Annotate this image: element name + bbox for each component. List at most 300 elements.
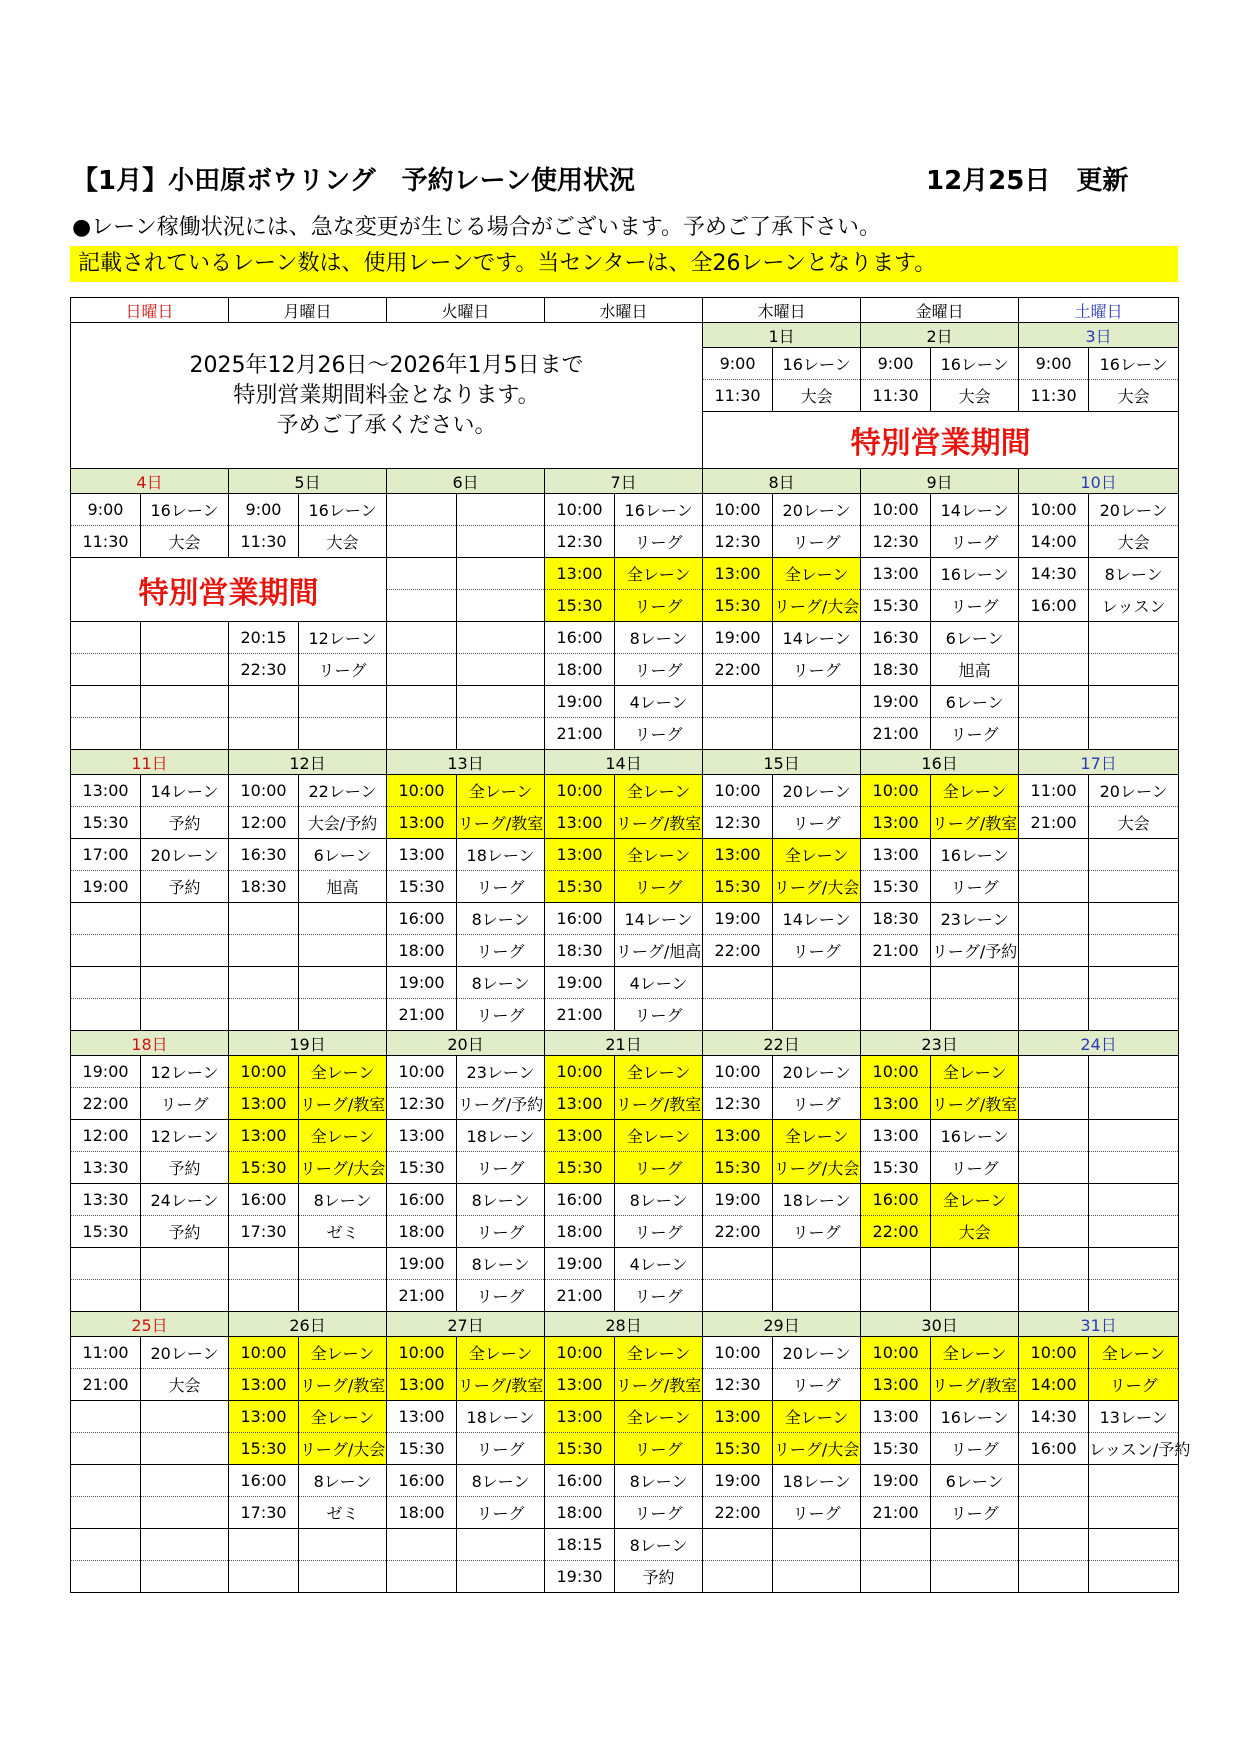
empty-detail-cell [1089, 871, 1179, 903]
usage-type: 予約 [141, 871, 229, 903]
lane-count: 全レーン [773, 839, 861, 871]
empty-time-cell [1019, 967, 1089, 999]
empty-detail-cell [1089, 903, 1179, 935]
start-time: 16:30 [861, 622, 931, 654]
usage-type: リーグ [615, 590, 703, 622]
usage-type: リーグ [457, 1280, 545, 1312]
empty-time-cell [1019, 903, 1089, 935]
usage-type: 大会 [1089, 526, 1179, 558]
reservation-calendar [70, 297, 1191, 1593]
start-time: 16:00 [861, 1184, 931, 1216]
lane-count: 全レーン [615, 1120, 703, 1152]
start-time: 10:00 [1019, 1337, 1089, 1369]
empty-detail-cell [773, 1561, 861, 1593]
empty-time-cell [1019, 1184, 1089, 1216]
lane-count: 14レーン [773, 903, 861, 935]
end-time: 12:30 [703, 807, 773, 839]
empty-detail-cell [1089, 1088, 1179, 1120]
empty-detail-cell [1089, 1152, 1179, 1184]
end-time: 22:00 [703, 1216, 773, 1248]
start-time: 16:00 [387, 903, 457, 935]
start-time: 13:00 [545, 1120, 615, 1152]
start-time: 19:00 [545, 967, 615, 999]
empty-detail-cell [1089, 999, 1179, 1031]
empty-time-cell [71, 622, 141, 654]
day-header: 12日 [229, 750, 387, 775]
end-time: 15:30 [545, 590, 615, 622]
page-title: 【1月】小田原ボウリング 予約レーン使用状況 [72, 166, 636, 196]
empty-time-cell [1019, 1465, 1089, 1497]
weekday-header: 金曜日 [861, 298, 1019, 323]
empty-detail-cell [931, 1280, 1019, 1312]
lane-count: 12レーン [141, 1056, 229, 1088]
start-time: 10:00 [703, 1056, 773, 1088]
usage-type: リーグ [457, 999, 545, 1031]
usage-type: リーグ [457, 1216, 545, 1248]
end-time: 13:00 [861, 807, 931, 839]
end-time: 14:00 [1019, 1369, 1089, 1401]
start-time: 10:00 [703, 494, 773, 526]
empty-detail-cell [141, 967, 229, 999]
empty-detail-cell [1089, 654, 1179, 686]
empty-detail-cell [931, 967, 1019, 999]
start-time: 19:00 [861, 1465, 931, 1497]
start-time: 16:00 [545, 903, 615, 935]
start-time: 11:00 [71, 1337, 141, 1369]
lane-count: 16レーン [931, 558, 1019, 590]
lane-count: 全レーン [773, 1401, 861, 1433]
usage-type: リーグ/教室 [931, 807, 1019, 839]
day-header: 29日 [703, 1312, 861, 1337]
empty-detail-cell [1089, 1216, 1179, 1248]
lane-count: 14レーン [615, 903, 703, 935]
usage-type: リーグ/教室 [931, 1088, 1019, 1120]
empty-detail-cell [773, 999, 861, 1031]
empty-detail-cell [457, 686, 545, 718]
start-time: 13:00 [229, 1401, 299, 1433]
end-time: 15:30 [71, 1216, 141, 1248]
start-time: 16:00 [545, 1184, 615, 1216]
start-time: 16:00 [545, 622, 615, 654]
lane-count: 8レーン [299, 1184, 387, 1216]
empty-time-cell [71, 1401, 141, 1433]
lane-count: 20レーン [773, 494, 861, 526]
usage-type: 大会 [1089, 807, 1179, 839]
day-header: 5日 [229, 469, 387, 494]
usage-type: リーグ/予約 [457, 1088, 545, 1120]
lane-count: 全レーン [931, 1056, 1019, 1088]
lane-count: 全レーン [615, 1337, 703, 1369]
empty-detail-cell [457, 526, 545, 558]
end-time: 11:30 [703, 380, 773, 412]
lane-count: 16レーン [1089, 348, 1179, 380]
empty-time-cell [387, 590, 457, 622]
lane-count: 8レーン [457, 1465, 545, 1497]
empty-time-cell [229, 935, 299, 967]
empty-detail-cell [141, 1497, 229, 1529]
day-header: 25日 [71, 1312, 229, 1337]
usage-type: 大会/予約 [299, 807, 387, 839]
lane-count: 16レーン [615, 494, 703, 526]
empty-detail-cell [141, 1248, 229, 1280]
empty-time-cell [1019, 1497, 1089, 1529]
empty-detail-cell [773, 1280, 861, 1312]
usage-type: リーグ [931, 590, 1019, 622]
end-time: 22:30 [229, 654, 299, 686]
usage-type: リーグ/大会 [773, 871, 861, 903]
empty-time-cell [71, 1465, 141, 1497]
usage-type: リーグ [299, 654, 387, 686]
end-time: 15:30 [861, 1433, 931, 1465]
lane-count: 18レーン [773, 1465, 861, 1497]
usage-type: 大会 [141, 526, 229, 558]
end-time: 21:00 [1019, 807, 1089, 839]
empty-detail-cell [299, 1280, 387, 1312]
day-header: 27日 [387, 1312, 545, 1337]
end-time: 22:00 [861, 1216, 931, 1248]
usage-type: リーグ [615, 999, 703, 1031]
usage-type: リーグ [615, 1497, 703, 1529]
lane-count: 12レーン [299, 622, 387, 654]
empty-detail-cell [1089, 839, 1179, 871]
empty-time-cell [1019, 622, 1089, 654]
lane-count: 24レーン [141, 1184, 229, 1216]
start-time: 19:00 [703, 622, 773, 654]
lane-count: 20レーン [773, 1056, 861, 1088]
end-time: 12:30 [387, 1088, 457, 1120]
usage-type: 旭高 [931, 654, 1019, 686]
start-time: 10:00 [387, 775, 457, 807]
empty-time-cell [71, 1497, 141, 1529]
empty-detail-cell [931, 1561, 1019, 1593]
start-time: 9:00 [703, 348, 773, 380]
end-time: 22:00 [703, 1497, 773, 1529]
lane-count: 16レーン [931, 1401, 1019, 1433]
empty-time-cell [861, 1529, 931, 1561]
lane-count: 16レーン [931, 348, 1019, 380]
usage-type: 大会 [1089, 380, 1179, 412]
end-time: 13:00 [861, 1369, 931, 1401]
usage-type: リーグ [931, 718, 1019, 750]
empty-detail-cell [457, 622, 545, 654]
empty-time-cell [71, 935, 141, 967]
start-time: 10:00 [703, 1337, 773, 1369]
end-time: 22:00 [71, 1088, 141, 1120]
empty-time-cell [387, 526, 457, 558]
usage-type: リーグ [457, 1433, 545, 1465]
usage-type: リーグ [615, 871, 703, 903]
end-time: 21:00 [545, 718, 615, 750]
empty-time-cell [1019, 1561, 1089, 1593]
end-time: 15:30 [703, 871, 773, 903]
lane-count: 13レーン [1089, 1401, 1179, 1433]
end-time: 13:00 [545, 1369, 615, 1401]
start-time: 10:00 [861, 494, 931, 526]
empty-time-cell [229, 967, 299, 999]
day-header: 4日 [71, 469, 229, 494]
lane-count: 全レーン [299, 1056, 387, 1088]
day-header: 22日 [703, 1031, 861, 1056]
empty-time-cell [387, 1529, 457, 1561]
empty-detail-cell [457, 1561, 545, 1593]
day-header: 11日 [71, 750, 229, 775]
empty-time-cell [1019, 999, 1089, 1031]
end-time: 15:30 [861, 871, 931, 903]
start-time: 10:00 [545, 775, 615, 807]
start-time: 12:00 [71, 1120, 141, 1152]
empty-time-cell [703, 967, 773, 999]
usage-type: リーグ/大会 [299, 1152, 387, 1184]
empty-detail-cell [299, 903, 387, 935]
empty-detail-cell [141, 903, 229, 935]
lane-count: 8レーン [457, 967, 545, 999]
empty-detail-cell [1089, 1561, 1179, 1593]
day-header: 23日 [861, 1031, 1019, 1056]
empty-time-cell [703, 999, 773, 1031]
day-header: 24日 [1019, 1031, 1179, 1056]
empty-detail-cell [773, 718, 861, 750]
lane-count: 16レーン [931, 1120, 1019, 1152]
end-time: 16:00 [1019, 590, 1089, 622]
empty-time-cell [1019, 1529, 1089, 1561]
end-time: 21:00 [861, 718, 931, 750]
lane-count: 14レーン [773, 622, 861, 654]
lane-count: 8レーン [457, 903, 545, 935]
empty-detail-cell [299, 1561, 387, 1593]
usage-type: リーグ [773, 1216, 861, 1248]
start-time: 13:00 [861, 1401, 931, 1433]
end-time: 21:00 [545, 1280, 615, 1312]
lane-count: 全レーン [457, 775, 545, 807]
empty-detail-cell [141, 654, 229, 686]
empty-detail-cell [773, 686, 861, 718]
end-time: 21:00 [387, 1280, 457, 1312]
day-header: 26日 [229, 1312, 387, 1337]
empty-detail-cell [141, 1433, 229, 1465]
lane-count: 全レーン [457, 1337, 545, 1369]
special-note-line: 予めご了承ください。 [276, 412, 497, 438]
start-time: 9:00 [861, 348, 931, 380]
usage-type: リーグ [773, 654, 861, 686]
usage-type: リーグ [457, 935, 545, 967]
lane-count: 全レーン [615, 558, 703, 590]
start-time: 18:30 [861, 903, 931, 935]
empty-detail-cell [1089, 1056, 1179, 1088]
end-time: 15:30 [545, 1433, 615, 1465]
empty-time-cell [387, 686, 457, 718]
empty-time-cell [229, 686, 299, 718]
start-time: 10:00 [545, 494, 615, 526]
lane-count: 20レーン [1089, 775, 1179, 807]
empty-detail-cell [1089, 1248, 1179, 1280]
empty-time-cell [229, 1248, 299, 1280]
empty-time-cell [71, 1280, 141, 1312]
start-time: 19:00 [387, 967, 457, 999]
weekday-header: 水曜日 [545, 298, 703, 323]
lane-count: 12レーン [141, 1120, 229, 1152]
usage-type: リーグ [615, 1433, 703, 1465]
end-time: 13:00 [229, 1369, 299, 1401]
empty-detail-cell [773, 1529, 861, 1561]
usage-type: 旭高 [299, 871, 387, 903]
end-time: 17:30 [229, 1497, 299, 1529]
end-time: 15:30 [703, 590, 773, 622]
empty-detail-cell [1089, 622, 1179, 654]
usage-type: レッスン/予約 [1089, 1433, 1179, 1465]
empty-detail-cell [299, 1529, 387, 1561]
lane-count: 4レーン [615, 1248, 703, 1280]
day-header: 31日 [1019, 1312, 1179, 1337]
lane-count: 6レーン [931, 622, 1019, 654]
end-time: 21:00 [861, 935, 931, 967]
empty-time-cell [387, 622, 457, 654]
end-time: 19:00 [71, 871, 141, 903]
lane-count: 18レーン [773, 1184, 861, 1216]
day-header: 1日 [703, 323, 861, 348]
end-time: 15:30 [229, 1433, 299, 1465]
empty-time-cell [229, 1280, 299, 1312]
notice-text: ●レーン稼働状況には、急な変更が生じる場合がございます。予めご了承下さい。 [72, 215, 881, 240]
empty-time-cell [861, 999, 931, 1031]
lane-count: 4レーン [615, 686, 703, 718]
empty-time-cell [71, 686, 141, 718]
day-header: 20日 [387, 1031, 545, 1056]
day-header: 7日 [545, 469, 703, 494]
end-time: 22:00 [703, 654, 773, 686]
empty-time-cell [703, 1529, 773, 1561]
usage-type: ゼミ [299, 1497, 387, 1529]
empty-detail-cell [1089, 1465, 1179, 1497]
empty-detail-cell [299, 686, 387, 718]
usage-type: リーグ/予約 [931, 935, 1019, 967]
empty-time-cell [71, 1561, 141, 1593]
empty-detail-cell [457, 718, 545, 750]
usage-type: リーグ [615, 526, 703, 558]
empty-time-cell [703, 1248, 773, 1280]
empty-time-cell [71, 1433, 141, 1465]
start-time: 16:30 [229, 839, 299, 871]
lane-count: 全レーン [773, 558, 861, 590]
lane-count-notice: 記載されているレーン数は、使用レーンです。当センターは、全26レーンとなります。 [70, 246, 1178, 282]
lane-count: 8レーン [615, 622, 703, 654]
start-time: 13:00 [387, 1401, 457, 1433]
day-header: 6日 [387, 469, 545, 494]
empty-detail-cell [141, 999, 229, 1031]
empty-detail-cell [931, 1248, 1019, 1280]
start-time: 11:00 [1019, 775, 1089, 807]
empty-time-cell [861, 1248, 931, 1280]
end-time: 13:00 [387, 807, 457, 839]
end-time: 17:30 [229, 1216, 299, 1248]
empty-time-cell [387, 718, 457, 750]
empty-time-cell [861, 1280, 931, 1312]
end-time: 13:00 [545, 1088, 615, 1120]
end-time: 11:30 [1019, 380, 1089, 412]
empty-detail-cell [457, 558, 545, 590]
usage-type: リーグ/旭高 [615, 935, 703, 967]
lane-count: 8レーン [615, 1529, 703, 1561]
usage-type: リーグ [773, 1369, 861, 1401]
usage-type: リーグ [1089, 1369, 1179, 1401]
start-time: 13:00 [703, 558, 773, 590]
end-time: 12:30 [703, 526, 773, 558]
lane-count: 16レーン [931, 839, 1019, 871]
lane-count: 全レーン [615, 1401, 703, 1433]
empty-time-cell [229, 1561, 299, 1593]
end-time: 12:30 [703, 1088, 773, 1120]
usage-type: リーグ [931, 526, 1019, 558]
start-time: 10:00 [229, 1056, 299, 1088]
lane-count: 全レーン [299, 1337, 387, 1369]
empty-time-cell [1019, 718, 1089, 750]
day-header: 8日 [703, 469, 861, 494]
start-time: 9:00 [229, 494, 299, 526]
day-header: 15日 [703, 750, 861, 775]
empty-time-cell [1019, 1280, 1089, 1312]
lane-count: 18レーン [457, 1401, 545, 1433]
empty-detail-cell [1089, 935, 1179, 967]
usage-type: 大会 [299, 526, 387, 558]
start-time: 18:15 [545, 1529, 615, 1561]
empty-detail-cell [299, 718, 387, 750]
start-time: 20:15 [229, 622, 299, 654]
lane-count: 16レーン [773, 348, 861, 380]
special-pricing-note [71, 323, 703, 469]
empty-detail-cell [141, 1401, 229, 1433]
day-header: 2日 [861, 323, 1019, 348]
usage-type: 予約 [615, 1561, 703, 1593]
lane-count: 全レーン [931, 1337, 1019, 1369]
empty-time-cell [1019, 1216, 1089, 1248]
empty-time-cell [703, 1561, 773, 1593]
end-time: 11:30 [71, 526, 141, 558]
usage-type: リーグ/教室 [457, 807, 545, 839]
lane-count: 16レーン [299, 494, 387, 526]
end-time: 18:30 [545, 935, 615, 967]
lane-count: 22レーン [299, 775, 387, 807]
start-time: 19:00 [703, 1184, 773, 1216]
usage-type: 予約 [141, 807, 229, 839]
lane-count: 8レーン [615, 1184, 703, 1216]
empty-detail-cell [299, 999, 387, 1031]
end-time: 15:30 [703, 1433, 773, 1465]
end-time: 15:30 [545, 871, 615, 903]
usage-type: 予約 [141, 1152, 229, 1184]
start-time: 10:00 [545, 1337, 615, 1369]
empty-time-cell [387, 654, 457, 686]
end-time: 16:00 [1019, 1433, 1089, 1465]
empty-detail-cell [773, 1248, 861, 1280]
empty-detail-cell [1089, 1184, 1179, 1216]
usage-type: リーグ [615, 718, 703, 750]
lane-count: 20レーン [141, 1337, 229, 1369]
end-time: 13:00 [545, 807, 615, 839]
end-time: 15:30 [71, 807, 141, 839]
start-time: 10:00 [703, 775, 773, 807]
end-time: 21:00 [861, 1497, 931, 1529]
weekday-header: 日曜日 [71, 298, 229, 323]
usage-type: リーグ [773, 1088, 861, 1120]
start-time: 9:00 [71, 494, 141, 526]
usage-type: 大会 [931, 380, 1019, 412]
end-time: 18:00 [387, 935, 457, 967]
end-time: 12:30 [703, 1369, 773, 1401]
empty-time-cell [387, 558, 457, 590]
lane-count: 14レーン [931, 494, 1019, 526]
usage-type: リーグ/大会 [773, 590, 861, 622]
end-time: 11:30 [861, 380, 931, 412]
usage-type: リーグ [615, 1152, 703, 1184]
